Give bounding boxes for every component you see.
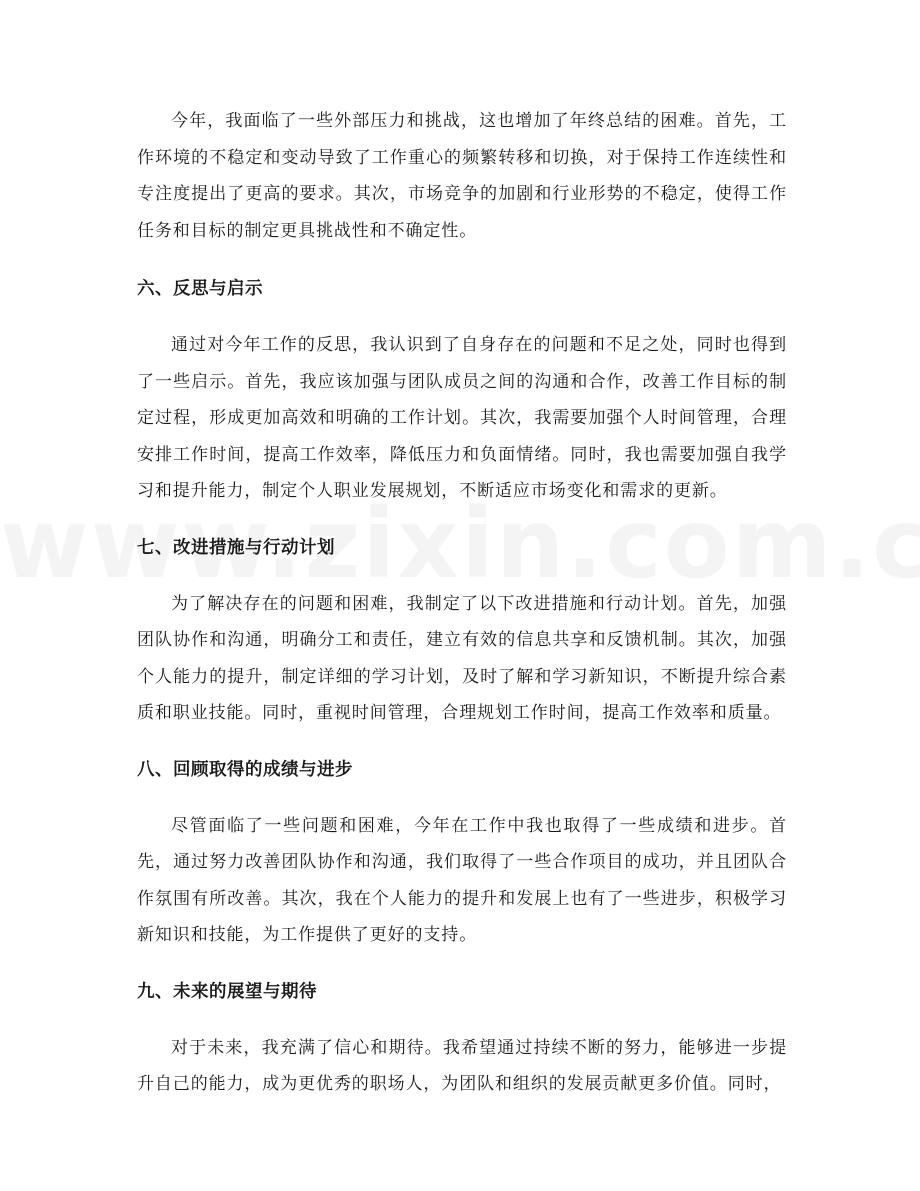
document-body: [137, 103, 787, 1103]
paragraph-achievements: 尽管面临了一些问题和困难，今年在工作中我也取得了一些成绩和进步。首先，通过努力改善团队协作和沟通，我们取得了一些合作项目的成功，并且团队合作氛围有所改善。其次，我在个人能力的提升和发展上也有了一些进步，积极学习新知识和技能，为工作提供了更好的支持。: [137, 815, 787, 945]
paragraph-future-outlook: 对于未来，我充满了信心和期待。我希望通过持续不断的努力，能够进一步提升自己的能力，成为更优秀的职场人，为团队和组织的发展贡献更多价值。同时，: [137, 1037, 787, 1094]
section-heading-reflection: 六、反思与启示: [137, 279, 263, 299]
section-heading-achievements: 八、回顾取得的成绩与进步: [137, 759, 353, 780]
paragraph-improvement-plan: 为了解决存在的问题和困难，我制定了以下改进措施和行动计划。首先，加强团队协作和沟通，明确分工和责任，建立有效的信息共享和反馈机制。其次，加强个人能力的提升，制定详细的学习计划，及时了解和学习新知识，不断提升综合素质和职业技能。同时，重视时间管理，合理规划工作时间，提高工作效率和质量。: [137, 593, 787, 723]
paragraph-reflection: 通过对今年工作的反思，我认识到了自身存在的问题和不足之处，同时也得到了一些启示。首先，我应该加强与团队成员之间的沟通和合作，改善工作目标的制定过程，形成更加高效和明确的工作计划。其次，我需要加强个人时间管理，合理安排工作时间，提高工作效率，降低压力和负面情绪。同时，我也需要加强自我学习和提升能力，制定个人职业发展规划，不断适应市场变化和需求的更新。: [137, 335, 787, 501]
section-heading-future-outlook: 九、未来的展望与期待: [137, 981, 317, 1002]
section-heading-improvement-plan: 七、改进措施与行动计划: [137, 537, 335, 558]
paragraph-external-pressure: 今年，我面临了一些外部压力和挑战，这也增加了年终总结的困难。首先，工作环境的不稳定和变动导致了工作重心的频繁转移和切换，对于保持工作连续性和专注度提出了更高的要求。其次，市场竞争的加剧和行业形势的不稳定，使得工作任务和目标的制定更具挑战性和不确定性。: [137, 111, 787, 241]
